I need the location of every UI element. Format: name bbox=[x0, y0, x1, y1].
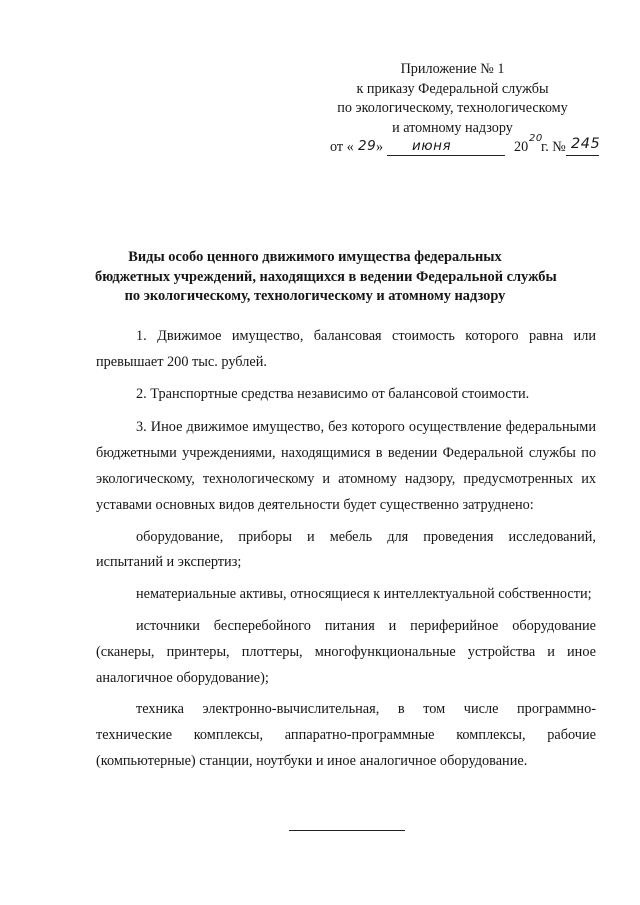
list-item-power-supplies: источники бесперебойного питания и периферийное оборудование (сканеры, принтеры, плоттеры, многофункциональные устройства и иное аналогичное оборудование); bbox=[96, 617, 596, 686]
paragraph-3: 3. Иное движимое имущество, без которого осуществление федеральными бюджетными учреждениями, находящимися в ведении Федеральной службы по экологическому, технологическому и атомному надзору, предусмотренных их уставами основных видов деятельности будет существенно затруднено: bbox=[96, 419, 596, 513]
paragraph-1: 1. Движимое имущество, балансовая стоимость которого равна или превышает 200 тыс. рублей. bbox=[96, 328, 596, 370]
title-line-3: по экологическому, технологическому и атомному надзору bbox=[124, 288, 506, 304]
appendix-number: Приложение № 1 bbox=[400, 61, 505, 77]
year-number-label: г. № bbox=[541, 139, 566, 155]
year-suffix-handwritten: 20 bbox=[529, 133, 543, 144]
title-line-2: бюджетных учреждений, находящихся в ведении Федеральной службы bbox=[95, 268, 557, 285]
document-title bbox=[95, 248, 557, 307]
appendix-agency-line: по экологическому, технологическому bbox=[337, 100, 568, 116]
end-divider bbox=[289, 830, 405, 831]
appendix-agency-line-end: и атомному надзору bbox=[392, 119, 513, 136]
month-underline bbox=[387, 155, 505, 156]
appendix-header bbox=[320, 60, 585, 138]
list-item-equipment: оборудование, приборы и мебель для проведения исследований, испытаний и экспертиз; bbox=[96, 528, 596, 571]
date-day-handwritten: 29 bbox=[358, 138, 377, 154]
order-number-handwritten: 245 bbox=[571, 136, 601, 152]
title-line-1: Виды особо ценного движимого имущества федеральных bbox=[128, 249, 502, 265]
date-day-close: » bbox=[376, 139, 384, 155]
list-item-computing-equipment: техника электронно-вычислительная, в том числе программно-технические комплексы, аппаратно-программные комплексы, рабочие (компьютерные) станции, ноутбуки и иное аналогичное оборудование. bbox=[96, 701, 596, 769]
date-month-handwritten: июня bbox=[412, 138, 452, 154]
year-prefix: 20 bbox=[514, 139, 529, 155]
appendix-order-ref: к приказу Федеральной службы bbox=[356, 80, 549, 97]
document-body bbox=[96, 324, 596, 781]
number-underline bbox=[566, 155, 599, 156]
date-prefix: от « bbox=[330, 139, 354, 155]
order-date-line bbox=[330, 133, 610, 160]
paragraph-2: 2. Транспортные средства независимо от балансовой стоимости. bbox=[136, 385, 530, 402]
list-item-intangible-assets: нематериальные активы, относящиеся к интеллектуальной собственности; bbox=[136, 586, 592, 603]
